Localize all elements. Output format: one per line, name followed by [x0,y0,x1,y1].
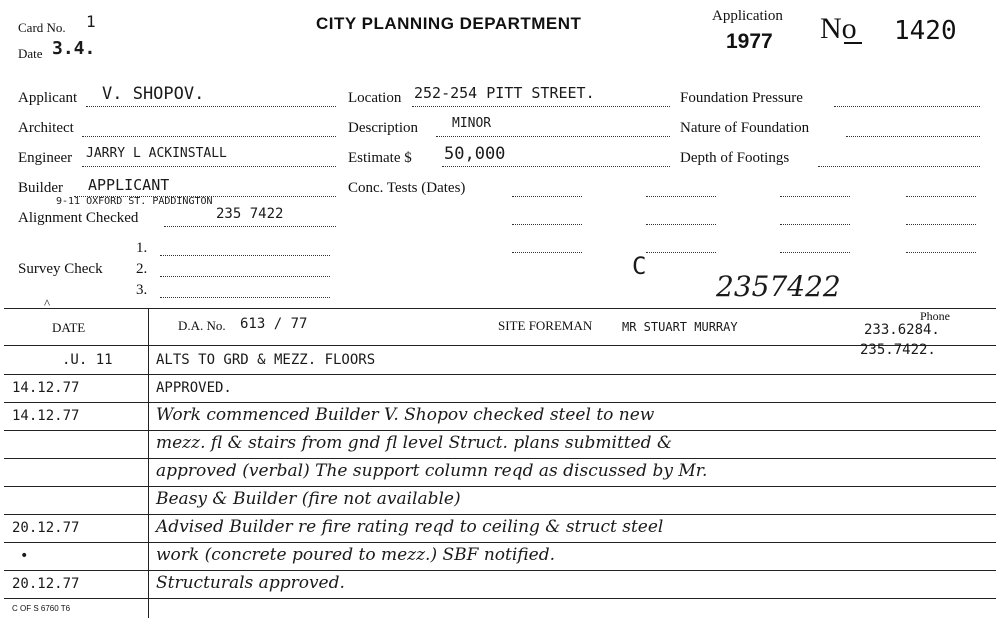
builder-label: Builder [18,180,63,196]
row-text: Work commenced Builder V. Shopov checked steel to new [156,405,655,425]
phone-1: 233.6284. [864,322,940,338]
applicant-label: Applicant [18,90,78,106]
builder-address: 9-11 OXFORD ST. PADDINGTON [56,196,213,207]
foundation-pressure-label: Foundation Pressure [680,90,803,106]
date-label: Date [18,46,43,61]
row-date: 20.12.77 [12,576,80,592]
card-no-label: Card No. [18,20,66,35]
number-label: No [820,12,857,45]
row-date: 14.12.77 [12,380,80,396]
card-no-value: 1 [86,12,96,31]
phone-label: Phone [920,309,950,323]
survey-c-mark: C [632,252,647,280]
survey-label: Survey Check [18,261,103,277]
row-text: mezz. fl & stairs from gnd fl level Struct. plans submitted & [156,433,673,453]
site-foreman-value: MR STUART MURRAY [622,320,738,334]
row-text: Structurals approved. [156,573,345,593]
row-text: ALTS TO GRD & MEZZ. FLOORS [156,352,376,368]
form-code: C OF S 6760 T6 [12,604,71,613]
phone-2: 235.7422. [860,342,936,358]
row-text: Beasy & Builder (fire not available) [156,489,461,509]
architect-label: Architect [18,120,74,136]
row-date: • [20,548,29,564]
department-title: CITY PLANNING DEPARTMENT [316,14,582,33]
nature-foundation-label: Nature of Foundation [680,120,810,136]
date-column-header: DATE [52,320,86,335]
row-text: APPROVED. [156,380,232,396]
da-label: D.A. No. [178,318,226,333]
alignment-label: Alignment Checked [18,210,139,226]
row-date: 14.12.77 [12,408,80,424]
phone-note: 2357422 [716,270,841,303]
row-text: approved (verbal) The support column reqd as discussed by Mr. [156,461,708,481]
survey-2: 2. [136,261,148,277]
location-value: 252-254 PITT STREET. [414,84,595,102]
engineer-value: JARRY L ACKINSTALL [86,146,227,161]
builder-value: APPLICANT [88,176,170,194]
survey-3: 3. [136,282,148,298]
row-date: 20.12.77 [12,520,80,536]
alignment-value: 235 7422 [216,206,284,222]
site-foreman-label: SITE FOREMAN [498,318,593,333]
row-text: work (concrete poured to mezz.) SBF notified. [156,545,555,565]
location-label: Location [348,90,402,106]
row-date: .U. 11 [62,352,113,368]
estimate-value: 50,000 [444,144,506,164]
survey-1: 1. [136,240,148,256]
date-value: 3.4. [52,38,96,59]
application-number: 1420 [894,16,957,46]
applicant-value: V. SHOPOV. [102,84,205,104]
application-label: Application [712,8,783,24]
conc-tests-label: Conc. Tests (Dates) [348,180,466,196]
depth-footings-label: Depth of Footings [680,150,790,166]
number-underline [844,42,862,44]
application-year: 1977 [726,30,773,53]
engineer-label: Engineer [18,150,73,166]
caret-mark: ^ [44,296,51,311]
description-value: MINOR [452,116,492,131]
row-text: Advised Builder re fire rating reqd to ceiling & struct steel [156,517,664,537]
da-value: 613 / 77 [240,316,308,332]
estimate-label: Estimate $ [348,150,412,166]
description-label: Description [348,120,418,136]
